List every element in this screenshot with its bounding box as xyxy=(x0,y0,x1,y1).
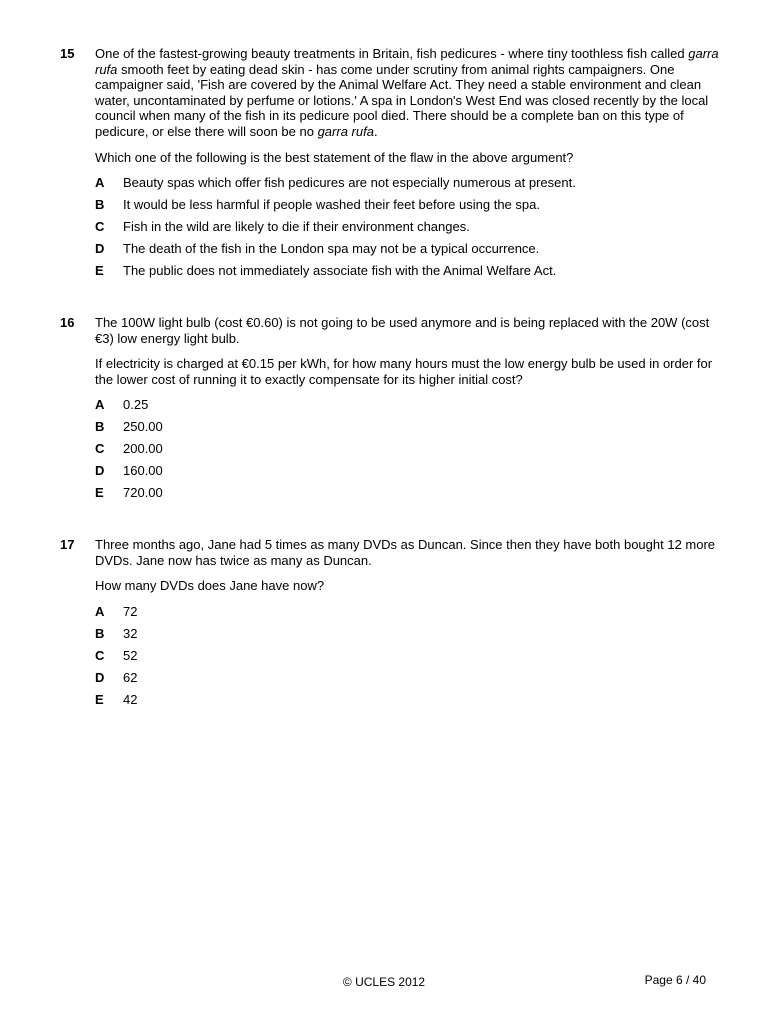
option-text: 720.00 xyxy=(123,485,163,501)
text-run: . xyxy=(373,123,378,139)
text-run: Which one of the following is the best statement of the flaw in the above argument? xyxy=(95,149,574,165)
option-c[interactable] xyxy=(95,648,720,670)
question-number: 16 xyxy=(60,315,75,330)
option-d[interactable] xyxy=(95,670,720,692)
option-text: 250.00 xyxy=(123,419,163,435)
option-text: 72 xyxy=(123,603,138,619)
text-run: One of the fastest-growing beauty treatments in Britain, fish pedicures - where tiny toothless fish called xyxy=(95,46,689,61)
option-a[interactable] xyxy=(95,175,720,197)
options-list xyxy=(95,175,720,285)
option-text: Fish in the wild are likely to die if their environment changes. xyxy=(123,219,470,235)
option-text: 52 xyxy=(123,647,138,663)
text-run: The 100W light bulb (cost €0.60) is not going to be used anymore and is being replaced with the 20W (cost €3) low energy light bulb. xyxy=(95,315,710,346)
page-number: Page 6 / 40 xyxy=(644,973,706,987)
question-stem xyxy=(95,315,720,346)
text-run: smooth feet by eating dead skin - has come under scrutiny from animal rights campaigners. One campaigner said, 'Fish are covered by the Animal Welfare Act. They need a stable environment and clean water, uncontaminated by perfume or lotions.' A spa in London's West End was closed recently by the local council when many of the fish in its pedicure pool died. There should be a complete ban on this type of pedicure, or else there will soon be no xyxy=(95,61,709,139)
option-letter: E xyxy=(95,485,104,501)
option-text: Beauty spas which offer fish pedicures are not especially numerous at present. xyxy=(123,175,576,191)
footer-copyright: © UCLES 2012 xyxy=(342,975,426,989)
options-list xyxy=(95,604,720,714)
text-run: If electricity is charged at €0.15 per kWh, for how many hours must the low energy bulb be used in order for the lower cost of running it to exactly compensate for its higher initial cost? xyxy=(95,356,713,387)
option-e[interactable] xyxy=(95,263,720,285)
option-letter: B xyxy=(95,197,105,213)
question-prompt xyxy=(95,578,720,594)
option-letter: D xyxy=(95,463,105,479)
option-letter: C xyxy=(95,441,105,457)
option-b[interactable] xyxy=(95,626,720,648)
question-stem xyxy=(95,46,720,140)
option-letter: D xyxy=(95,241,105,257)
option-letter: C xyxy=(95,219,105,235)
option-c[interactable] xyxy=(95,441,720,463)
option-e[interactable] xyxy=(95,692,720,714)
question-prompt xyxy=(95,356,720,387)
option-c[interactable] xyxy=(95,219,720,241)
option-letter: B xyxy=(95,419,105,435)
question-number: 15 xyxy=(60,46,75,61)
option-letter: A xyxy=(95,397,105,413)
option-text: 200.00 xyxy=(123,441,163,457)
question-stem xyxy=(95,537,720,568)
option-text: 62 xyxy=(123,669,138,685)
option-text: 32 xyxy=(123,625,138,641)
text-run: How many DVDs does Jane have now? xyxy=(95,578,325,594)
question-prompt xyxy=(95,150,720,166)
option-text: 160.00 xyxy=(123,463,163,479)
question-16 xyxy=(60,315,720,507)
option-b[interactable] xyxy=(95,197,720,219)
option-text: 42 xyxy=(123,691,138,707)
option-a[interactable] xyxy=(95,604,720,626)
option-letter: E xyxy=(95,691,104,707)
italic-run: garra rufa xyxy=(95,46,719,77)
option-letter: D xyxy=(95,669,105,685)
option-text: It would be less harmful if people washed their feet before using the spa. xyxy=(123,197,540,213)
option-letter: B xyxy=(95,625,105,641)
question-number: 17 xyxy=(60,537,75,552)
text-run: Three months ago, Jane had 5 times as many DVDs as Duncan. Since then they have both bought 12 more DVDs. Jane now has twice as many as Duncan. xyxy=(95,537,716,568)
italic-run: garra rufa xyxy=(317,123,374,139)
option-letter: C xyxy=(95,647,105,663)
question-17 xyxy=(60,537,720,714)
option-d[interactable] xyxy=(95,241,720,263)
options-list xyxy=(95,397,720,507)
option-d[interactable] xyxy=(95,463,720,485)
option-text: 0.25 xyxy=(123,397,149,413)
option-letter: E xyxy=(95,263,104,279)
option-letter: A xyxy=(95,175,105,191)
option-text: The death of the fish in the London spa may not be a typical occurrence. xyxy=(123,241,540,257)
option-letter: A xyxy=(95,603,105,619)
option-e[interactable] xyxy=(95,485,720,507)
option-b[interactable] xyxy=(95,419,720,441)
question-15 xyxy=(60,46,720,285)
option-text: The public does not immediately associate fish with the Animal Welfare Act. xyxy=(123,263,557,279)
option-a[interactable] xyxy=(95,397,720,419)
